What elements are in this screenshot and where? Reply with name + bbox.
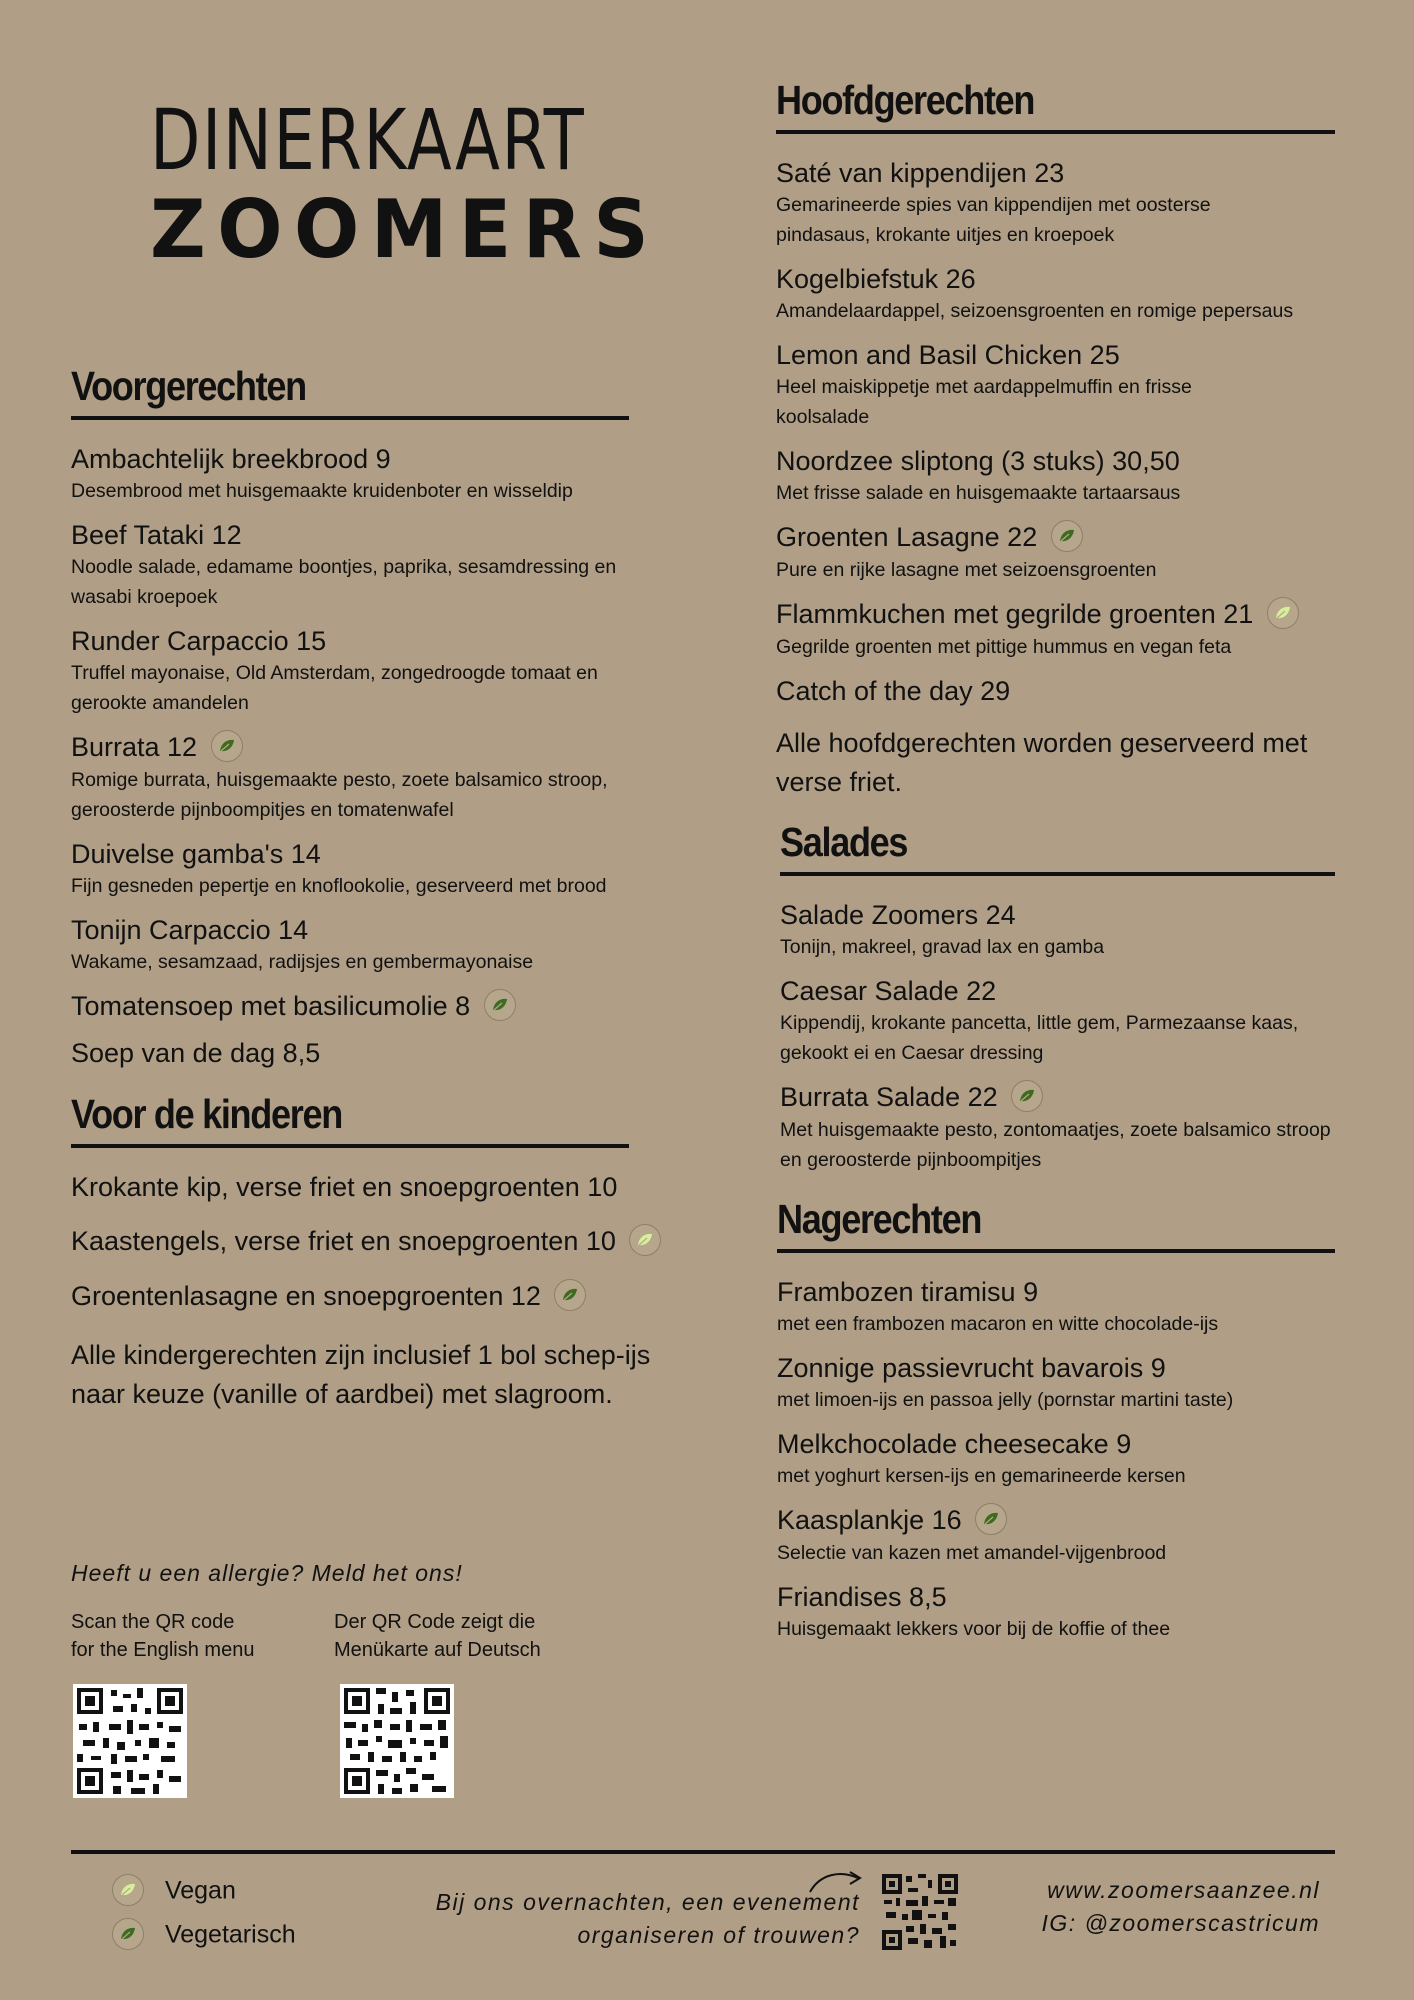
menu-item (71, 442, 671, 506)
menu-item (776, 262, 1356, 326)
section-kinderen (71, 1088, 671, 1414)
vegetarian-leaf-icon (484, 989, 516, 1021)
qr-code-icon (73, 1684, 187, 1798)
vegetarian-leaf-icon (1051, 520, 1083, 552)
menu-item-name: Kaasplankje 16 (777, 1504, 962, 1535)
qr-german-label (334, 1608, 541, 1664)
qr-code-icon (882, 1874, 958, 1950)
contact-info (1020, 1874, 1320, 1940)
menu-item-name: Caesar Salade 22 (780, 975, 997, 1006)
logo-line-2: ZOOMERS (150, 183, 661, 276)
menu-item (780, 974, 1356, 1068)
menu-item-name: Tomatensoep met basilicumolie 8 (71, 990, 471, 1021)
menu-item-name: Groentenlasagne en snoepgroenten 12 (71, 1280, 541, 1311)
menu-item (71, 1279, 671, 1314)
menu-item (776, 338, 1356, 432)
menu-item-name: Burrata 12 (71, 732, 198, 762)
menu-item-name: Soep van de dag 8,5 (71, 1037, 321, 1068)
main-course-note: Alle hoofdgerechten worden geserveerd met verse friet. (776, 727, 1308, 797)
menu-item-name: Krokante kip, verse friet en snoepgroenten 10 (71, 1171, 618, 1202)
arrow-icon (806, 1868, 866, 1896)
qr-german-line-2: Menükarte auf Deutsch (334, 1639, 541, 1661)
section-rule (780, 872, 1335, 876)
menu-item (776, 520, 1356, 585)
menu-item-desc: met yoghurt kersen-ijs en gemarineerde kersen (777, 1464, 1186, 1487)
menu-item-desc: Noodle salade, edamame boontjes, paprika, sesamdressing en wasabi kroepoek (71, 556, 617, 608)
qr-english-label (71, 1608, 254, 1664)
menu-item-desc: Huisgemaakt lekkers voor bij de koffie of thee (777, 1617, 1171, 1640)
menu-item (776, 597, 1356, 662)
section-rule (776, 130, 1335, 134)
menu-item-desc: Amandelaardappel, seizoensgroenten en romige pepersaus (776, 300, 1294, 322)
menu-item-desc: Gemarineerde spies van kippendijen met oosterse pindasaus, krokante uitjes en kroepoek (776, 194, 1211, 246)
section-title: Voor de kinderen (71, 1090, 342, 1137)
menu-item (777, 1275, 1356, 1339)
menu-item-desc: Wakame, sesamzaad, radijsjes en gembermayonaise (71, 950, 534, 973)
section-hoofdgerechten (776, 74, 1356, 802)
qr-code-german[interactable] (340, 1684, 454, 1798)
vegetarian-leaf-icon (1011, 1080, 1043, 1112)
menu-item-name: Catch of the day 29 (776, 675, 1011, 706)
menu-item (71, 1036, 671, 1070)
kids-note: Alle kindergerechten zijn inclusief 1 bol schep-ijs naar keuze (vanille of aardbei) met slagroom. (71, 1339, 651, 1409)
menu-item-name: Salade Zoomers 24 (780, 899, 1016, 930)
menu-item (777, 1427, 1356, 1491)
menu-item-desc: Kippendij, krokante pancetta, little gem, Parmezaanse kaas, gekookt ei en Caesar dressing (780, 1011, 1299, 1064)
menu-item-name: Saté van kippendijen 23 (776, 158, 1065, 188)
menu-item-desc: Truffel mayonaise, Old Amsterdam, zongedroogde tomaat en gerookte amandelen (71, 662, 598, 714)
section-title: Voorgerechten (71, 363, 306, 409)
menu-item-name: Runder Carpaccio 15 (71, 626, 327, 656)
menu-item (777, 1351, 1356, 1415)
menu-item-name: Burrata Salade 22 (780, 1081, 998, 1112)
menu-item-desc: Fijn gesneden pepertje en knoflookolie, geserveerd met brood (71, 874, 607, 897)
vegetarian-leaf-icon (112, 1918, 144, 1950)
menu-item (71, 624, 671, 718)
logo (150, 91, 661, 276)
legend-vegetarian (112, 1920, 296, 1952)
menu-item-desc: Pure en rijke lasagne met seizoensgroenten (776, 558, 1157, 581)
menu-item-desc: Met huisgemaakte pesto, zontomaatjes, zoete balsamico stroop en geroosterde pijnboompitjes (780, 1118, 1331, 1171)
menu-item-desc: Heel maiskippetje met aardappelmuffin en frisse koolsalade (776, 376, 1192, 428)
section-rule (71, 1144, 629, 1148)
section-rule (777, 1249, 1335, 1253)
menu-item-name: Tonijn Carpaccio 14 (71, 914, 309, 945)
menu-item-name: Noordzee sliptong (3 stuks) 30,50 (776, 446, 1180, 476)
menu-item-desc: Gegrilde groenten met pittige hummus en vegan feta (776, 635, 1232, 658)
qr-code-english[interactable] (73, 1684, 187, 1798)
section-title: Hoofdgerechten (776, 77, 1035, 123)
left-column (71, 360, 671, 1428)
menu-item-name: Melkchocolade cheesecake 9 (777, 1428, 1132, 1459)
section-title: Salades (780, 818, 908, 865)
menu-item-name: Groenten Lasagne 22 (776, 522, 1038, 552)
menu-item-name: Frambozen tiramisu 9 (777, 1276, 1039, 1307)
qr-english-line-1: Scan the QR code (71, 1611, 235, 1633)
vegan-leaf-icon (1267, 597, 1299, 629)
menu-item (71, 837, 671, 901)
menu-item-desc: Romige burrata, huisgemaakte pesto, zoete balsamico stroop, geroosterde pijnboompitjes en tomatenwafel (71, 768, 608, 821)
menu-item-desc: Tonijn, makreel, gravad lax en gamba (780, 935, 1105, 958)
menu-item (71, 1224, 671, 1259)
menu-item (71, 913, 671, 977)
menu-item-name: Lemon and Basil Chicken 25 (776, 340, 1120, 370)
vegan-leaf-icon (629, 1224, 661, 1256)
promo-text (390, 1886, 860, 1952)
vegan-leaf-icon (112, 1874, 144, 1906)
menu-item-desc: met limoen-ijs en passoa jelly (pornstar martini taste) (777, 1388, 1234, 1411)
footer-rule (71, 1850, 1335, 1854)
menu-item-name: Kogelbiefstuk 26 (776, 264, 976, 294)
menu-item-name: Beef Tataki 12 (71, 520, 242, 550)
menu-item (71, 1170, 671, 1204)
menu-item-desc: met een frambozen macaron en witte chocolade-ijs (777, 1312, 1219, 1335)
menu-item (71, 518, 671, 612)
menu-item-name: Friandises 8,5 (777, 1581, 947, 1612)
menu-item (780, 1080, 1356, 1175)
vegetarian-leaf-icon (975, 1503, 1007, 1535)
menu-item (777, 1580, 1356, 1644)
menu-item (71, 730, 671, 825)
website-link[interactable]: www.zoomersaanzee.nl (1047, 1877, 1320, 1903)
qr-code-icon (340, 1684, 454, 1798)
vegetarian-leaf-icon (554, 1279, 586, 1311)
qr-german-line-1: Der QR Code zeigt die (334, 1611, 536, 1633)
logo-line-1: DINERKAART (150, 91, 586, 189)
section-salades (780, 816, 1356, 1175)
menu-item (776, 444, 1356, 508)
menu-item (776, 156, 1356, 250)
section-rule (71, 416, 629, 420)
promo-line-1: Bij ons overnachten, een evenement (435, 1889, 860, 1915)
right-column (776, 74, 1356, 1656)
section-voorgerechten (71, 360, 671, 1070)
section-title: Nagerechten (777, 1195, 982, 1242)
qr-english-line-2: for the English menu (71, 1639, 255, 1661)
menu-item-name: Ambachtelijk breekbrood 9 (71, 444, 391, 474)
promo-line-2: organiseren of trouwen? (577, 1922, 860, 1948)
menu-item-name: Duivelse gamba's 14 (71, 838, 321, 869)
allergy-notice: Heeft u een allergie? Meld het ons! (71, 1560, 463, 1586)
menu-item-name: Flammkuchen met gegrilde groenten 21 (776, 598, 1254, 629)
menu-item (777, 1503, 1356, 1568)
section-nagerechten (777, 1193, 1356, 1644)
menu-item-desc: Met frisse salade en huisgemaakte tartaarsaus (776, 482, 1181, 504)
menu-item (776, 674, 1356, 708)
legend-vegan (112, 1876, 236, 1908)
menu-item (780, 898, 1356, 962)
menu-item (71, 989, 671, 1024)
instagram-handle[interactable]: IG: @zoomerscastricum (1041, 1910, 1320, 1936)
menu-item-desc: Selectie van kazen met amandel-vijgenbrood (777, 1541, 1167, 1564)
menu-item-name: Kaastengels, verse friet en snoepgroenten 10 (71, 1225, 616, 1256)
vegetarian-leaf-icon (211, 730, 243, 762)
menu-item-name: Zonnige passievrucht bavarois 9 (777, 1352, 1166, 1383)
legend-vegetarian-label: Vegetarisch (164, 1920, 296, 1949)
menu-item-desc: Desembrood met huisgemaakte kruidenboter en wisseldip (71, 480, 573, 502)
legend-vegan-label: Vegan (164, 1876, 236, 1905)
qr-code-promo[interactable] (882, 1874, 958, 1950)
